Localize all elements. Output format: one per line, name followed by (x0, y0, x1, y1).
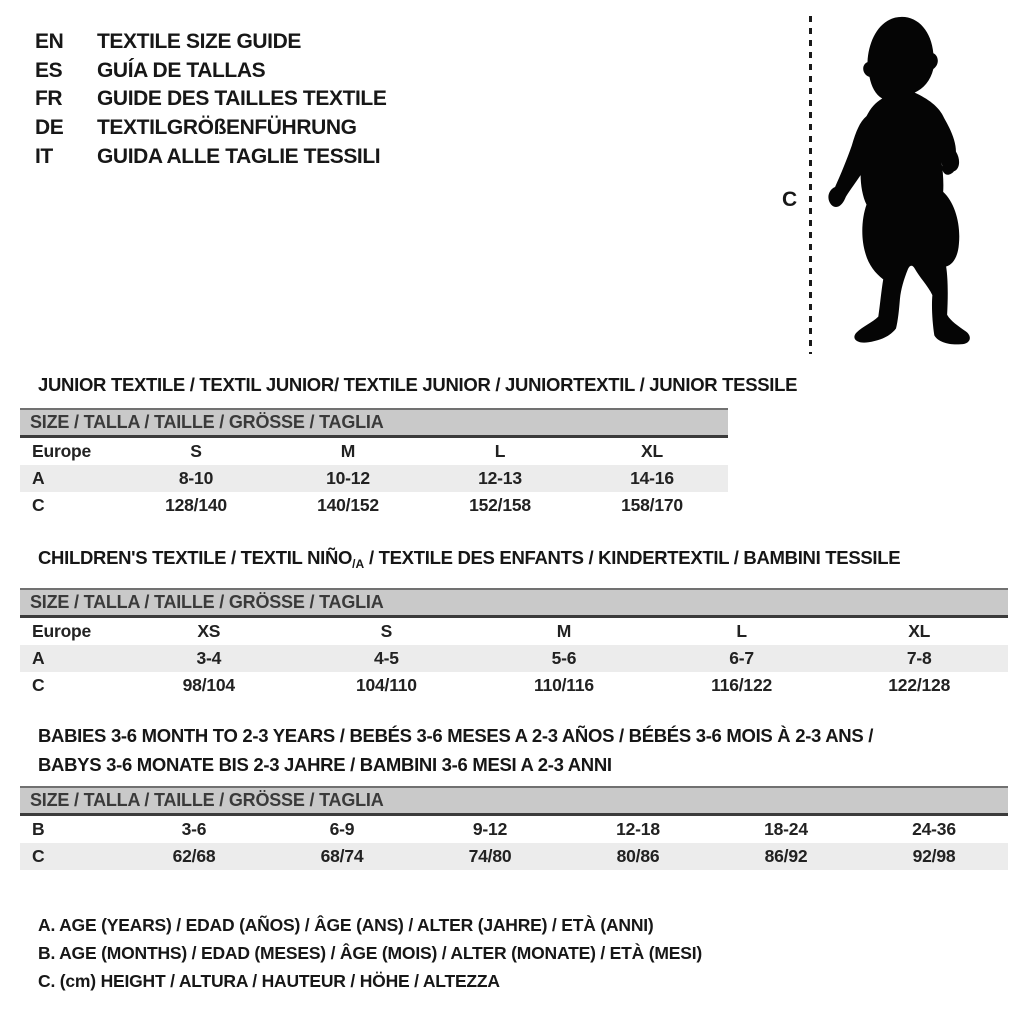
toddler-silhouette-icon (816, 12, 976, 356)
size-value-cell: 8-10 (178, 468, 214, 488)
table-row (20, 816, 1008, 843)
size-value-cell: 140/152 (317, 495, 379, 515)
lang-code: IT (35, 144, 53, 168)
table-row (20, 645, 1008, 672)
size-value-cell: 9-12 (472, 819, 508, 839)
lang-row-fr (35, 85, 386, 114)
figure-height-label: C (782, 188, 798, 211)
size-value-cell: 128/140 (165, 495, 227, 515)
heading-text: / TEXTILE DES ENFANTS / KINDERTEXTIL / BAMBINI TESSILE (364, 547, 901, 568)
lang-code: ES (35, 58, 63, 82)
size-value-cell: 104/110 (355, 675, 417, 695)
lang-code: FR (35, 87, 63, 111)
row-label-cell: B (32, 819, 45, 839)
heading-line-1: BABIES 3-6 MONTH TO 2-3 YEARS / BEBÉS 3-6 MESES A 2-3 AÑOS / BÉBÉS 3-6 MOIS À 2-3 ANS / (38, 725, 874, 746)
table-row (20, 492, 728, 519)
babies-size-table (20, 786, 1008, 870)
size-value-cell: M (340, 441, 356, 461)
size-value-cell: 74/80 (468, 846, 512, 866)
size-table (20, 438, 728, 519)
junior-size-table (20, 408, 728, 519)
size-value-cell: 80/86 (616, 846, 660, 866)
table-row (20, 618, 1008, 645)
size-table (20, 618, 1008, 699)
table-row (20, 672, 1008, 699)
row-label-cell: A (32, 648, 45, 668)
size-value-cell: 6-7 (729, 648, 754, 668)
section-heading-junior: JUNIOR TEXTILE / TEXTIL JUNIOR/ TEXTILE JUNIOR / JUNIORTEXTIL / JUNIOR TESSILE (38, 374, 798, 395)
size-value-cell: 14-16 (630, 468, 674, 488)
size-value-cell: XL (908, 621, 931, 641)
children-size-table (20, 588, 1008, 699)
lang-title: GUIDE DES TAILLES TEXTILE (97, 87, 387, 111)
size-value-cell: 10-12 (326, 468, 370, 488)
language-list (35, 28, 386, 171)
legend-line-c: C. (cm) HEIGHT / ALTURA / HAUTEUR / HÖHE / ALTEZZA (38, 971, 500, 991)
legend (38, 911, 702, 995)
size-value-cell: 152/158 (469, 495, 531, 515)
lang-code: EN (35, 30, 64, 54)
row-label-cell: Europe (32, 441, 92, 461)
lang-title: GUIDA ALLE TAGLIE TESSILI (97, 144, 381, 168)
size-value-cell: 110/116 (534, 675, 594, 695)
size-value-cell: 24-36 (912, 819, 956, 839)
table-header-bar: SIZE / TALLA / TAILLE / GRÖSSE / TAGLIA (20, 786, 1008, 816)
legend-line-b: B. AGE (MONTHS) / EDAD (MESES) / ÂGE (MOIS) / ALTER (MONATE) / ETÀ (MESI) (38, 943, 702, 963)
lang-row-it (35, 142, 386, 171)
size-value-cell: S (190, 441, 202, 461)
heading-subscript: /A (352, 557, 365, 571)
size-value-cell: 158/170 (621, 495, 683, 515)
size-value-cell: 86/92 (764, 846, 808, 866)
height-dashed-line-icon (809, 16, 812, 354)
lang-row-de (35, 114, 386, 143)
lang-title: TEXTILGRÖßENFÜHRUNG (97, 116, 357, 140)
size-value-cell: 98/104 (182, 675, 235, 695)
size-value-cell: XL (641, 441, 663, 461)
row-label-cell: C (32, 675, 45, 695)
size-value-cell: 6-9 (329, 819, 355, 839)
size-value-cell: L (494, 441, 506, 461)
size-value-cell: 92/98 (912, 846, 956, 866)
size-value-cell: M (556, 621, 572, 641)
table-row (20, 465, 728, 492)
table-row (20, 843, 1008, 870)
size-value-cell: 18-24 (764, 819, 808, 839)
size-value-cell: 12-13 (478, 468, 522, 488)
heading-line-2: BABYS 3-6 MONATE BIS 2-3 JAHRE / BAMBINI 3-6 MESI A 2-3 ANNI (38, 754, 612, 775)
size-value-cell: 3-6 (181, 819, 207, 839)
row-label-cell: Europe (32, 621, 92, 641)
table-row (20, 438, 728, 465)
table-header-bar: SIZE / TALLA / TAILLE / GRÖSSE / TAGLIA (20, 408, 728, 438)
lang-row-en (35, 28, 386, 57)
size-value-cell: 7-8 (906, 648, 932, 668)
lang-title: TEXTILE SIZE GUIDE (97, 30, 301, 54)
legend-line-a: A. AGE (YEARS) / EDAD (AÑOS) / ÂGE (ANS) / ALTER (JAHRE) / ETÀ (ANNI) (38, 915, 654, 935)
size-value-cell: 12-18 (616, 819, 660, 839)
size-value-cell: 4-5 (374, 648, 399, 668)
size-table (20, 816, 1008, 870)
lang-code: DE (35, 116, 64, 140)
size-value-cell: 122/128 (888, 675, 951, 695)
size-value-cell: L (736, 621, 747, 641)
section-heading-babies (38, 721, 873, 779)
table-header-bar: SIZE / TALLA / TAILLE / GRÖSSE / TAGLIA (20, 588, 1008, 618)
row-label-cell: A (32, 468, 45, 488)
lang-title: GUÍA DE TALLAS (97, 58, 266, 82)
row-label-cell: C (32, 495, 45, 515)
lang-row-es (35, 57, 386, 86)
size-value-cell: 3-4 (196, 648, 222, 668)
size-value-cell: 68/74 (320, 846, 364, 866)
size-value-cell: 116/122 (711, 675, 773, 695)
row-label-cell: C (32, 846, 45, 866)
size-value-cell: 5-6 (551, 648, 577, 668)
height-figure (770, 12, 980, 360)
size-value-cell: XS (197, 621, 221, 641)
size-value-cell: S (380, 621, 393, 641)
size-value-cell: 62/68 (172, 846, 216, 866)
section-heading-children (38, 543, 900, 575)
heading-text: CHILDREN'S TEXTILE / TEXTIL NIÑO (38, 547, 353, 568)
